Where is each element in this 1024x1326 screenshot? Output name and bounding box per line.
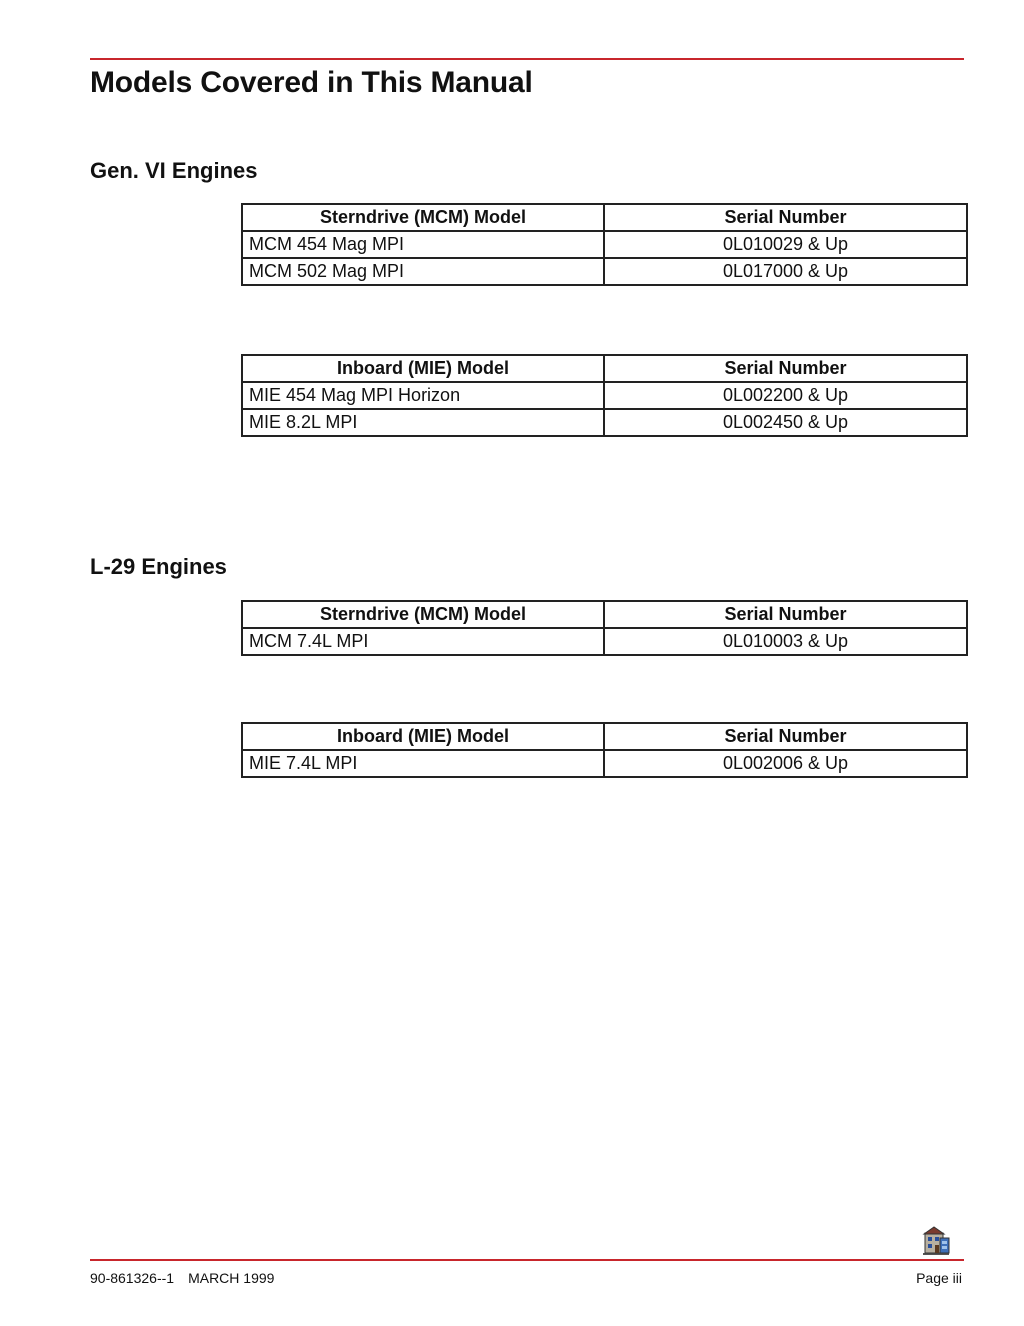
model-cell: MIE 8.2L MPI (242, 409, 604, 436)
serial-cell: 0L017000 & Up (604, 258, 967, 285)
page-title: Models Covered in This Manual (90, 66, 533, 99)
footer-doc-info (90, 1270, 274, 1286)
table-header-row (242, 723, 967, 750)
model-column-header: Sterndrive (MCM) Model (242, 204, 604, 231)
model-cell: MIE 454 Mag MPI Horizon (242, 382, 604, 409)
table-row (242, 231, 967, 258)
model-cell: MIE 7.4L MPI (242, 750, 604, 777)
section-title-l29: L-29 Engines (90, 554, 227, 579)
gen-vi-sterndrive-table (241, 203, 968, 286)
serial-cell: 0L002200 & Up (604, 382, 967, 409)
serial-cell: 0L002006 & Up (604, 750, 967, 777)
table-row (242, 409, 967, 436)
page-number: Page iii (916, 1270, 962, 1286)
doc-number: 90-861326--1 (90, 1270, 175, 1286)
section-title-gen-vi: Gen. VI Engines (90, 158, 258, 183)
table-header-row (242, 355, 967, 382)
gen-vi-inboard-table (241, 354, 968, 437)
serial-column-header: Serial Number (604, 204, 967, 231)
bottom-rule (90, 1259, 964, 1261)
table-header-row (242, 204, 967, 231)
doc-date: MARCH 1999 (188, 1270, 275, 1286)
serial-cell: 0L002450 & Up (604, 409, 967, 436)
l29-inboard-table (241, 722, 968, 778)
model-column-header: Inboard (MIE) Model (242, 723, 604, 750)
table-row (242, 258, 967, 285)
model-cell: MCM 502 Mag MPI (242, 258, 604, 285)
home-icon[interactable] (921, 1226, 951, 1256)
table-row (242, 750, 967, 777)
model-cell: MCM 7.4L MPI (242, 628, 604, 655)
model-column-header: Inboard (MIE) Model (242, 355, 604, 382)
l29-sterndrive-table (241, 600, 968, 656)
table-row (242, 382, 967, 409)
serial-column-header: Serial Number (604, 723, 967, 750)
table-header-row (242, 601, 967, 628)
serial-column-header: Serial Number (604, 355, 967, 382)
top-rule (90, 58, 964, 60)
model-column-header: Sterndrive (MCM) Model (242, 601, 604, 628)
model-cell: MCM 454 Mag MPI (242, 231, 604, 258)
serial-cell: 0L010003 & Up (604, 628, 967, 655)
serial-cell: 0L010029 & Up (604, 231, 967, 258)
table-row (242, 628, 967, 655)
serial-column-header: Serial Number (604, 601, 967, 628)
